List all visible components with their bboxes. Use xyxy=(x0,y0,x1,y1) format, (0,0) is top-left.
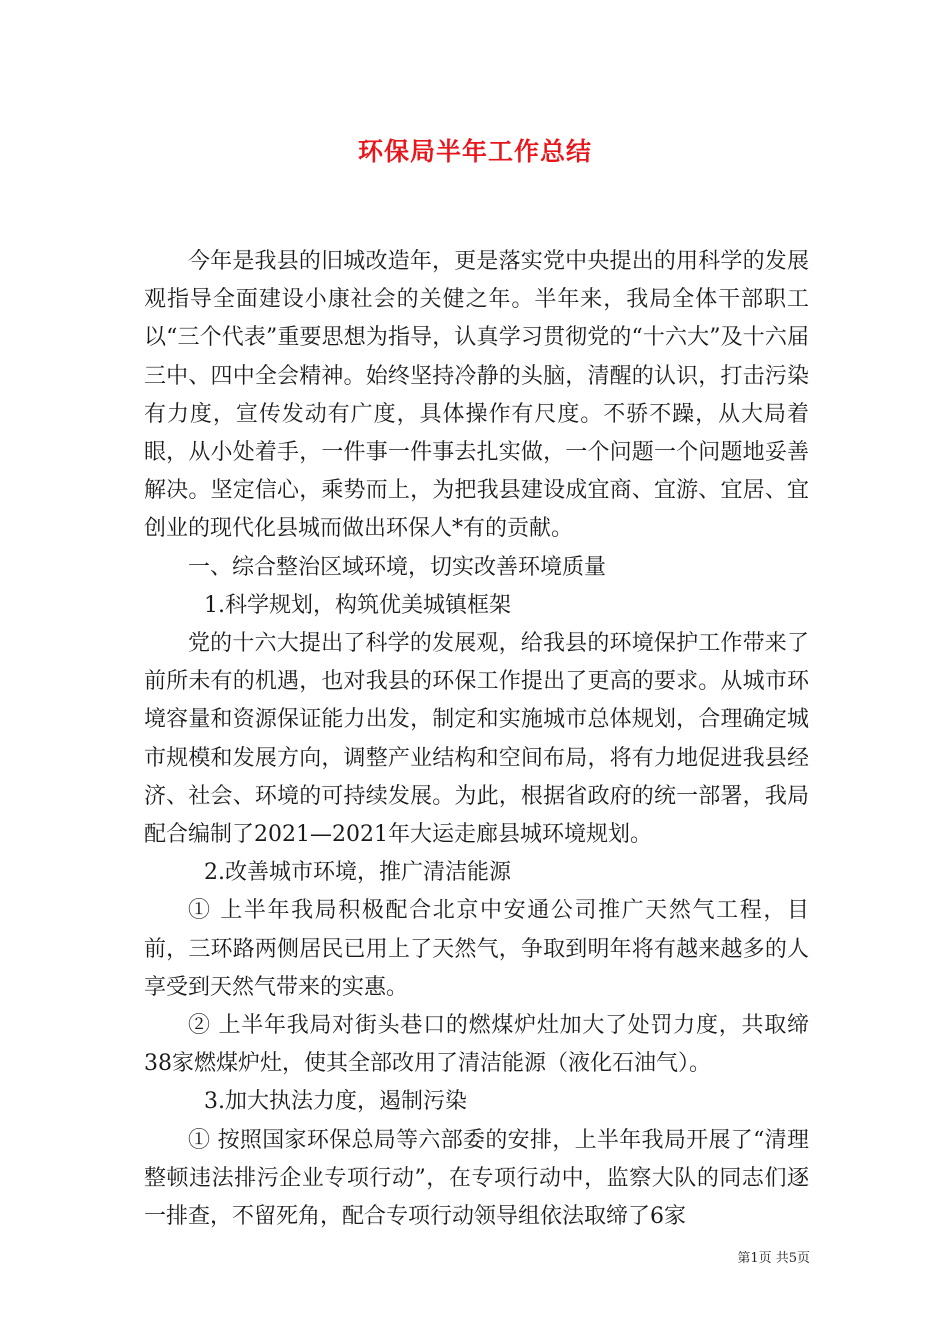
paragraph-planning: 党的十六大提出了科学的发展观，给我县的环境保护工作带来了前所未有的机遇，也对我县的环保工作提出了更高的要求。从城市环境容量和资源保证能力出发，制定和实施城市总体规划，合理确定城市规模和发展方向，调整产业结构和空间布局，将有力地促进我县经济、社会、环境的可持续发展。为此，根据省政府的统一部署，我局配合编制了2021—2021年大运走廊县城环境规划。 xyxy=(144,631,809,848)
paragraph-enforcement: ① 按照国家环保总局等六部委的安排，上半年我局开展了“清理整顿违法排污企业专项行动”，在专项行动中，监察大队的同志们逐一排查，不留死角，配合专项行动领导组依法取缔了6家 xyxy=(144,1127,809,1230)
paragraph-stoves: ② 上半年我局对街头巷口的燃煤炉灶加大了处罚力度，共取缔38家燃煤炉灶，使其全部改用了清洁能源（液化石油气）。 xyxy=(144,1013,809,1077)
paragraph-gas: ① 上半年我局积极配合北京中安通公司推广天然气工程，目前，三环路两侧居民已用上了天然气，争取到明年将有越来越多的人享受到天然气带来的实惠。 xyxy=(144,898,809,1000)
subsection-heading-2: 2.改善城市环境，推广清洁能源 xyxy=(204,860,511,886)
document-title: 环保局半年工作总结 xyxy=(357,137,592,166)
section-heading-1: 一、综合整治区域环境，切实改善环境质量 xyxy=(188,554,607,580)
subsection-heading-3: 3.加大执法力度，遏制污染 xyxy=(204,1089,467,1115)
document-body xyxy=(144,243,809,1236)
subsection-heading-1: 1.科学规划，构筑优美城镇框架 xyxy=(204,592,511,618)
page-number: 第1页 共5页 xyxy=(737,1251,810,1266)
paragraph-intro: 今年是我县的旧城改造年，更是落实党中央提出的用科学的发展观指导全面建设小康社会的关健之年。半年来，我局全体干部职工以“三个代表”重要思想为指导，认真学习贯彻党的“十六大”及十六届三中、四中全会精神。始终坚持冷静的头脑，清醒的认识，打击污染有力度，宣传发动有广度，具体操作有尺度。不骄不躁，从大局着眼，从小处着手，一件事一件事去扎实做，一个问题一个问题地妥善解决。坚定信心，乘势而上，为把我县建设成宜商、宜游、宜居、宜创业的现代化县城而做出环保人*有的贡献。 xyxy=(144,249,809,542)
